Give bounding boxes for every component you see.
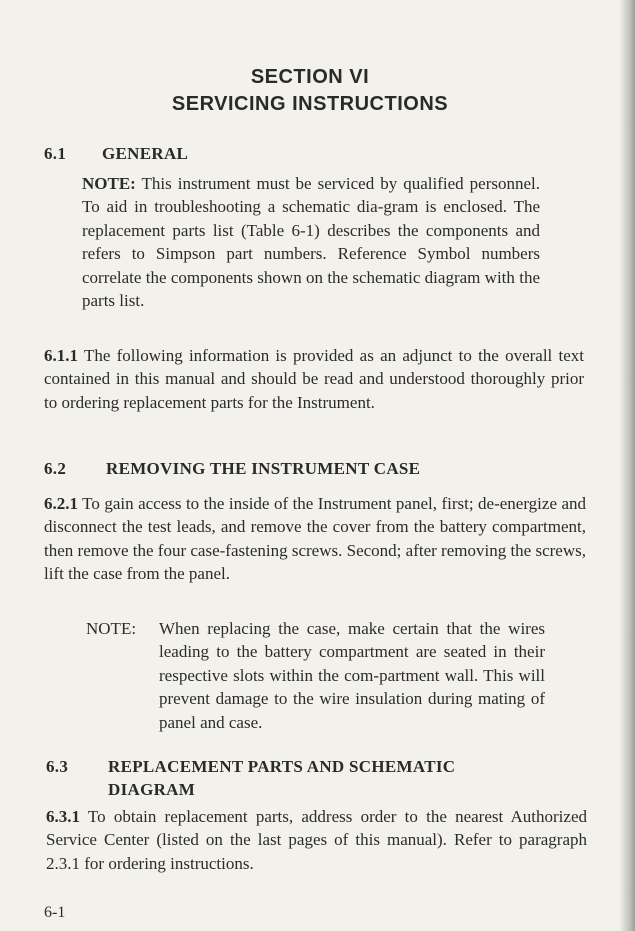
heading-6-1-number: 6.1 (44, 144, 67, 163)
page-number: 6-1 (44, 904, 66, 921)
note-general (82, 172, 540, 312)
heading-6-2-title: REMOVING THE INSTRUMENT CASE (106, 459, 421, 478)
paragraph-6-1-1-text: The following information is provided as an adjunct to the overall text contained in this manual and should be read and understood thoroughly prior to ordering replacement parts for the Instrument. (44, 346, 584, 412)
page-edge-shadow (619, 0, 635, 931)
paragraph-6-3-1-number: 6.3.1 (46, 807, 80, 826)
paragraph-6-3-1 (46, 805, 587, 875)
heading-6-1-title: GENERAL (102, 144, 189, 163)
heading-6-3-title-line1: REPLACEMENT PARTS AND SCHEMATIC (108, 757, 456, 776)
section-title: SERVICING INSTRUCTIONS (171, 93, 449, 115)
paragraph-6-1-1 (44, 344, 584, 414)
paragraph-6-2-1-number: 6.2.1 (44, 494, 78, 513)
heading-6-2-number: 6.2 (44, 459, 67, 478)
note-general-label: NOTE: (82, 174, 136, 193)
note-case-label: NOTE: (86, 619, 137, 638)
paragraph-6-1-1-number: 6.1.1 (44, 346, 78, 365)
heading-6-3-title-line2: DIAGRAM (108, 780, 196, 799)
note-general-text: This instrument must be serviced by qualified personnel. To aid in troubleshooting a schematic dia-gram is enclosed. The replacement parts list (Table 6-1) describes the components and refers to Simpson part numbers. Reference Symbol numbers correlate the components shown on the schematic diagram with the parts list. (82, 174, 540, 311)
paragraph-6-3-1-text: To obtain replacement parts, address order to the nearest Authorized Service Center (listed on the last pages of this manual). Refer to paragraph 2.3.1 for ordering instructions. (46, 807, 587, 873)
paragraph-6-2-1-text: To gain access to the inside of the Instrument panel, first; de-energize and disconnect the test leads, and remove the cover from the battery compartment, then remove the four case-fastening screws. Second; after removing the screws, lift the case from the panel. (44, 494, 586, 584)
paragraph-6-2-1 (44, 492, 586, 586)
note-case-text: When replacing the case, make certain that the wires leading to the battery compartment are seated in their respective slots within the com-partment wall. This will prevent damage to the wire insulation during mating of panel and case. (159, 619, 545, 732)
section-number: SECTION VI (250, 66, 370, 88)
heading-6-3-number: 6.3 (46, 757, 69, 776)
